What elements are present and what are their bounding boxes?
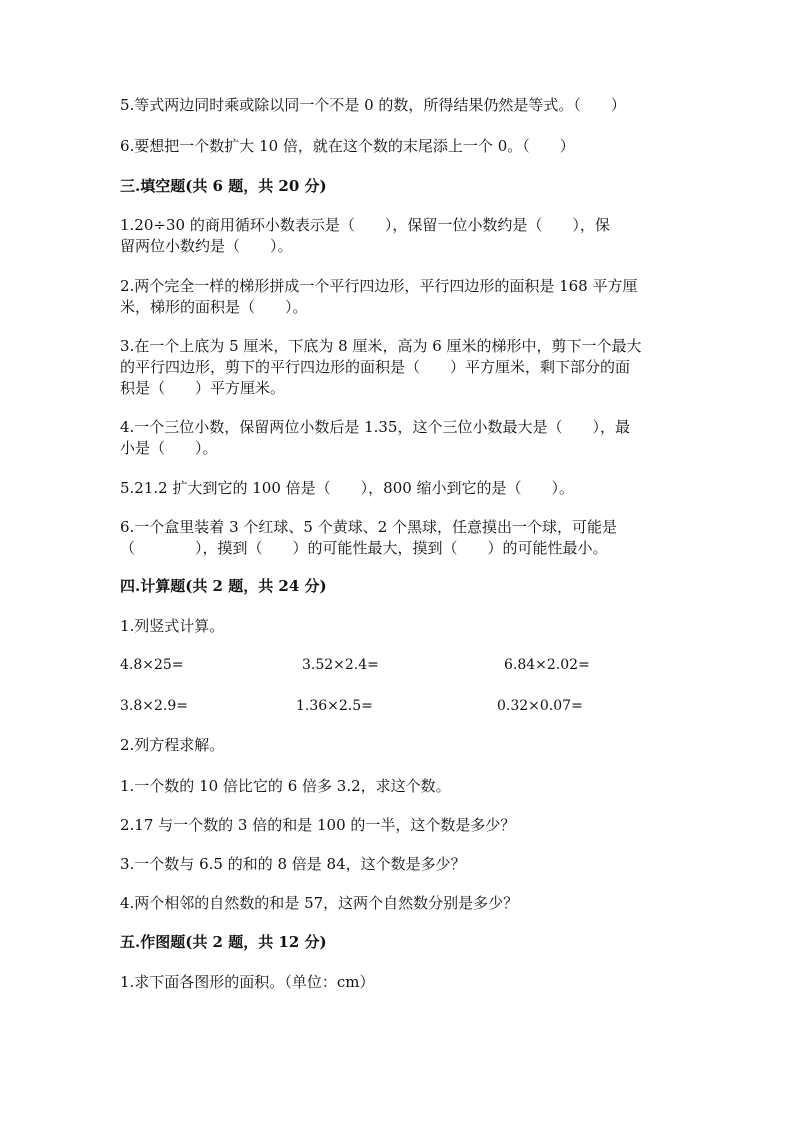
fill-q2-line-1: 2.两个完全一样的梯形拼成一个平行四边形，平行四边形的面积是 168 平方厘 [120, 277, 638, 295]
fill-q3-line-1: 3.在一个上底为 5 厘米，下底为 8 厘米，高为 6 厘米的梯形中，剪下一个最大 [120, 337, 642, 355]
section-5-heading: 五.作图题(共 2 题，共 12 分) [120, 933, 327, 951]
fill-q4-line-2: 小是（ ）。 [120, 439, 218, 457]
fill-q1-line-1: 1.20÷30 的商用循环小数表示是（ ），保留一位小数约是（ ），保 [120, 216, 610, 234]
fill-q2-line-2: 米，梯形的面积是（ ）。 [120, 298, 308, 316]
equation-problem-1: 1.一个数的 10 倍比它的 6 倍多 3.2，求这个数。 [120, 777, 451, 795]
section-4-heading: 四.计算题(共 2 题，共 24 分) [120, 577, 327, 595]
equation-problem-2: 2.17 与一个数的 3 倍的和是 100 的一半，这个数是多少？ [120, 816, 516, 834]
fill-q5: 5.21.2 扩大到它的 100 倍是（ ），800 缩小到它的是（ ）。 [120, 479, 575, 497]
fill-q6-line-2: （ ），摸到（ ）的可能性最大，摸到（ ）的可能性最小。 [120, 539, 608, 557]
calc-item: 0.32×0.07= [497, 698, 583, 714]
fill-q6-line-1: 6.一个盒里装着 3 个红球、5 个黄球、2 个黑球，任意摸出一个球，可能是 [120, 518, 618, 536]
fill-q4-line-1: 4.一个三位小数，保留两位小数后是 1.35，这个三位小数最大是（ ），最 [120, 418, 630, 436]
fill-q1-line-2: 留两位小数约是（ ）。 [120, 237, 293, 255]
calc-item: 4.8×25= [120, 657, 184, 673]
fill-q3-line-3: 积是（ ）平方厘米。 [120, 379, 286, 397]
calc-item: 3.8×2.9= [120, 698, 188, 714]
calc-item: 3.52×2.4= [302, 657, 379, 673]
question-6-judgement: 6.要想把一个数扩大 10 倍，就在这个数的末尾添上一个 0。（ ） [120, 137, 575, 155]
calc-q1-title: 1.列竖式计算。 [120, 617, 225, 635]
question-5-judgement: 5.等式两边同时乘或除以同一个不是 0 的数，所得结果仍然是等式。（ ） [120, 96, 626, 114]
drawing-q1: 1.求下面各图形的面积。（单位：cm） [120, 973, 375, 991]
calc-q2-title: 2.列方程求解。 [120, 736, 225, 754]
calc-item: 1.36×2.5= [296, 698, 373, 714]
calc-item: 6.84×2.02= [504, 657, 590, 673]
equation-problem-4: 4.两个相邻的自然数的和是 57，这两个自然数分别是多少？ [120, 894, 519, 912]
section-3-heading: 三.填空题(共 6 题，共 20 分) [120, 177, 327, 195]
fill-q3-line-2: 的平行四边形，剪下的平行四边形的面积是（ ）平方厘米，剩下部分的面 [120, 358, 631, 376]
equation-problem-3: 3.一个数与 6.5 的和的 8 倍是 84，这个数是多少？ [120, 855, 466, 873]
